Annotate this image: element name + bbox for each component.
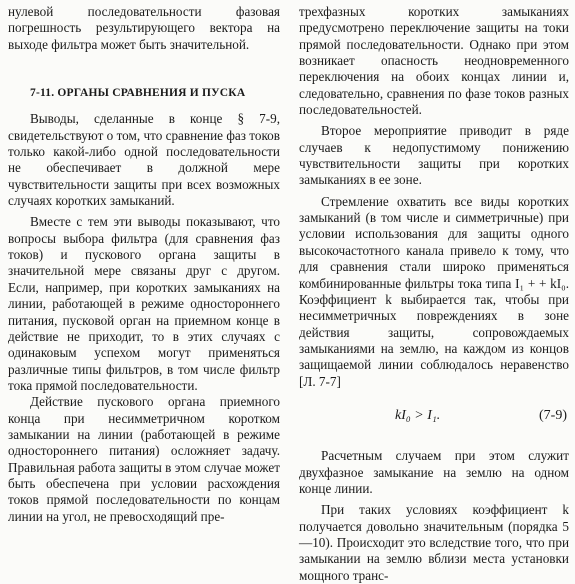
right-column [299,4,569,584]
section-heading: 7-11. ОРГАНЫ СРАВНЕНИЯ И ПУСКА [30,87,246,100]
continued-paragraph: нулевой последовательности фазовая погрешность результирующего вектора на выходе фильтра может быть значительной. [8,4,280,52]
paragraph: Вместе с тем эти выводы показывают, что вопросы выбора фильтра (для сравнения фаз токов) и пускового органа защиты в значительной мере связаны друг с другом. Если, например, при коротких замыканиях на линии, работающей в режиме одностороннего питания, пусковой орган на приемном конце в действие не приходит, то в этих случаях с одинаковым успехом могут применяться различные типы фильтров, в том числе фильтр тока прямой последовательности. [8,214,280,393]
paragraph: Выводы, сделанные в конце § 7-9, свидетельствуют о том, что сравнение фаз токов только какой-либо одной последовательности не обеспечивает в должной мере чувствительности защиты при всех возможных случаях коротких замыканий. [8,111,280,209]
continued-paragraph: трехфазных коротких замыканиях предусмотрено переключение защиты на токи прямой последовательности. Однако при этом возникает опасность неодновременного переключения на обоих концах линии и, следовательно, сравнения по фазе токов разных последовательностей. [299,4,569,118]
paragraph: Стремление охватить все виды коротких замыканий (в том числе и симметричные) при условии использования для защиты одного высокочастотного канала привело к тому, что для сравнения стали широко применяться комбинированные фильтры тока типа I₁ + + kI₀. Коэффициент k выбирается так, чтобы при несимметричных повреждениях в зоне действия защиты, сопровождаемых замыканиями на землю, на каждом из концов защищаемой линии соблюдалось неравенство [Л. 7-7] [299,193,569,389]
paragraph: Расчетным случаем при этом служит двухфазное замыкание на землю на одном конце линии. [299,448,569,496]
formula-number: (7-9) [539,407,567,423]
formula [299,408,569,424]
paragraph: Второе мероприятие приводит в ряде случаев к недопустимому понижению чувствительности защиты при коротких замыканиях в ее зоне. [299,123,569,188]
formula-expression: kI₀ > I₁. [395,407,441,423]
left-column [8,4,280,525]
paragraph: Действие пускового органа приемного конца при несимметричном коротком замыкании на линии (работающей в режиме одностороннего питания) осложняет задачу. Правильная работа защиты в этом случае может быть обеспечена при условии расхождения токов прямой последовательности по концам линии на угол, не превосходящий пре- [8,394,280,524]
paragraph: При таких условиях коэффициент k получается довольно значительным (порядка 5—10). Происходит это вследствие того, что при замыкании на землю вблизи места установки мощного транс- [299,502,569,583]
